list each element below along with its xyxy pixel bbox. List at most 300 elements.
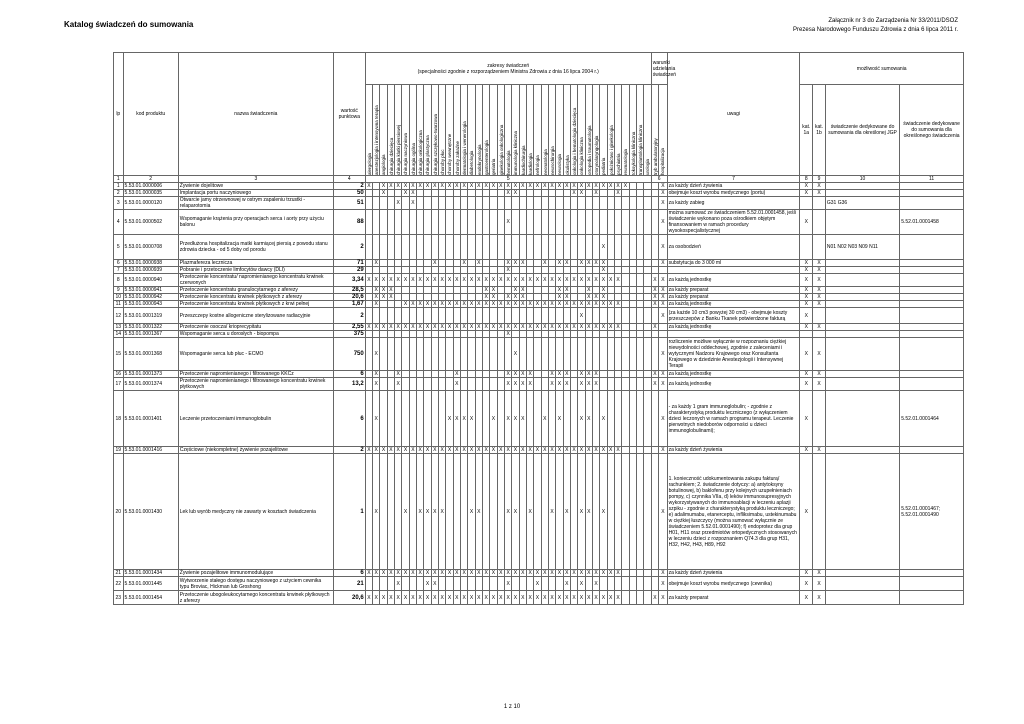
specialty-cell [395, 294, 402, 301]
specialty-cell [417, 378, 424, 391]
specialty-header [490, 85, 497, 176]
specialty-cell [468, 331, 475, 338]
kat1b-cell: X [813, 301, 826, 308]
row-lp: 8 [114, 274, 124, 287]
point-value: 750 [333, 338, 365, 371]
specialty-cell [402, 287, 409, 294]
point-value: 3,34 [333, 274, 365, 287]
column-number: 8 [800, 176, 813, 183]
specialty-cell: X [528, 447, 532, 453]
specialty-cell [534, 371, 541, 378]
specialty-cell: X [550, 371, 554, 377]
specialty-cell [519, 210, 526, 235]
specialty-cell [526, 308, 533, 324]
dedicated-service-cell [900, 371, 964, 378]
specialty-cell [644, 287, 652, 294]
specialty-cell [636, 308, 643, 324]
specialty-cell: X [565, 183, 569, 189]
table-row [114, 260, 964, 267]
specialty-cell [497, 378, 504, 391]
specialty-cell [380, 267, 387, 274]
specialty-cell [439, 294, 446, 301]
specialty-cell [600, 577, 607, 591]
specialty-cell [622, 235, 629, 260]
specialty-cell [563, 338, 570, 371]
specialty-cell [629, 391, 636, 447]
jgp-cell [825, 308, 899, 324]
specialty-cell: X [468, 591, 475, 605]
dedicated-service-cell [900, 183, 964, 190]
specialty-cell [468, 197, 475, 210]
specialty-cell [534, 210, 541, 235]
specialty-cell [490, 308, 497, 324]
specialty-cell [636, 454, 643, 570]
specialty-cell [629, 324, 636, 331]
row-lp: 1 [114, 183, 124, 190]
specialty-cell: X [572, 447, 576, 453]
specialty-cell [504, 338, 511, 371]
specialty-cell: X [411, 447, 415, 453]
specialty-cell [402, 331, 409, 338]
specialty-cell: X [417, 454, 424, 570]
specialty-cell: X [439, 274, 446, 287]
specialty-cell: X [389, 324, 393, 330]
specialty-cell: X [402, 454, 409, 570]
specialty-cell: X [550, 570, 554, 576]
specialty-cell [644, 324, 652, 331]
specialty-header [585, 85, 592, 176]
specialty-cell [644, 570, 652, 577]
specialty-cell [614, 454, 621, 570]
specialty-cell: X [491, 447, 496, 453]
row-lp: 3 [114, 197, 124, 210]
kat1a-cell: X [800, 447, 813, 454]
specialty-cell: X [469, 570, 474, 576]
specialty-cell: X [411, 190, 415, 196]
specialty-cell: X [541, 274, 548, 287]
specialty-cell: X [409, 591, 416, 605]
document-reference [793, 17, 958, 35]
kat1a-cell: X [800, 371, 813, 378]
specialty-cell [519, 454, 526, 570]
specialty-header [534, 85, 541, 176]
specialty-cell: X [513, 183, 518, 189]
specialty-cell: X [411, 183, 415, 189]
jgp-cell [825, 301, 899, 308]
specialty-cell: X [453, 391, 460, 447]
specialty-cell: X [374, 287, 378, 293]
column-number: 2 [123, 176, 178, 183]
jgp-cell [825, 267, 899, 274]
specialty-cell [439, 577, 446, 591]
ambulatory-cell: X [651, 274, 658, 287]
specialty-cell [482, 577, 489, 591]
specialty-cell [644, 210, 652, 235]
specialty-cell [461, 577, 468, 591]
specialty-cell [644, 197, 652, 210]
specialty-cell: X [455, 570, 459, 576]
specialty-label: endokrynologia [476, 144, 482, 175]
specialty-cell: X [578, 591, 585, 605]
remarks: (za każde 10 cm3 powyżej 30 cm3) - obejmuje koszty przeszczepów z Banku Tkanek potwierdzone fakturą [667, 308, 800, 324]
specialty-cell: X [550, 324, 554, 330]
kat1b-cell: X [813, 570, 826, 577]
specialty-cell [519, 577, 526, 591]
table-row [114, 454, 964, 570]
specialty-cell [519, 338, 526, 371]
specialty-cell [365, 577, 372, 591]
ambulatory-cell [651, 183, 658, 190]
service-name: Przetoczenie napromienianego i filtrowanego koncentratu krwinek płytkowych [178, 378, 333, 391]
point-value: 375 [333, 331, 365, 338]
specialty-cell [556, 267, 563, 274]
jgp-cell [825, 371, 899, 378]
specialty-cell [475, 210, 482, 235]
specialty-cell: X [425, 570, 430, 576]
specialty-cell [512, 267, 519, 274]
specialty-cell [570, 235, 577, 260]
ambulatory-cell: X [651, 294, 658, 301]
specialty-cell [453, 454, 460, 570]
specialty-cell [453, 577, 460, 591]
warunki-label: tryb ambulatoryjny [652, 138, 658, 175]
remarks: substytucja do 3 000 ml [667, 260, 800, 267]
specialty-cell [482, 235, 489, 260]
specialty-cell: X [550, 301, 554, 307]
ambulatory-cell [651, 447, 658, 454]
specialty-cell [534, 260, 541, 267]
specialty-cell [644, 301, 652, 308]
product-code: 5.53.01.0000942 [123, 294, 178, 301]
specialty-cell: X [403, 301, 408, 307]
table-row [114, 301, 964, 308]
specialty-cell [556, 454, 563, 570]
ambulatory-cell [651, 391, 658, 447]
specialty-cell [439, 308, 446, 324]
product-code: 5.53.01.0001401 [123, 391, 178, 447]
specialty-cell [607, 371, 614, 378]
specialty-cell [629, 287, 636, 294]
specialty-cell [563, 197, 570, 210]
specialty-cell: X [607, 274, 614, 287]
specialty-cell: X [557, 287, 562, 293]
specialty-cell [417, 294, 424, 301]
service-name: Przetoczenie osocza/ krioprecypitatu [178, 324, 333, 331]
specialty-header [541, 85, 548, 176]
specialty-cell [600, 190, 607, 197]
remarks: za każdą jednostkę [667, 378, 800, 391]
specialty-cell [585, 308, 592, 324]
ambulatory-cell: X [651, 378, 658, 391]
specialty-cell: X [594, 294, 598, 300]
specialty-cell [490, 371, 497, 378]
specialty-cell [482, 454, 489, 570]
specialty-cell [461, 331, 468, 338]
specialty-cell [490, 190, 497, 197]
specialty-cell [446, 308, 453, 324]
specialty-header [431, 85, 438, 176]
specialty-cell [629, 260, 636, 267]
kat1b-cell [813, 197, 826, 210]
specialty-cell: X [374, 324, 378, 330]
specialty-cell: X [521, 183, 525, 189]
remarks: za każdą jednostkę [667, 274, 800, 287]
specialty-cell [402, 391, 409, 447]
product-code: 5.53.01.0001368 [123, 338, 178, 371]
specialty-cell [534, 391, 541, 447]
kat1b-cell: X [813, 287, 826, 294]
specialty-cell: X [387, 591, 394, 605]
specialty-cell: X [535, 183, 540, 189]
specialty-cell [548, 260, 555, 267]
specialty-cell: X [506, 301, 510, 307]
specialty-cell [644, 338, 652, 371]
specialty-cell: X [373, 274, 380, 287]
specialty-cell [490, 338, 497, 371]
specialty-cell: X [521, 260, 525, 266]
remarks: za każdy zabieg [667, 197, 800, 210]
kat1a-cell: X [800, 210, 813, 235]
specialty-cell: X [462, 301, 466, 307]
specialty-cell: X [601, 267, 606, 273]
header-lp: lp [114, 53, 124, 176]
hospital-cell: X [659, 447, 667, 454]
kat1b-cell [813, 391, 826, 447]
product-code: 5.53.01.0000006 [123, 183, 178, 190]
specialty-cell [409, 378, 416, 391]
specialty-cell [592, 308, 599, 324]
specialty-label: gastroenterologia [483, 140, 489, 175]
specialty-cell [629, 301, 636, 308]
ambulatory-cell [651, 210, 658, 235]
specialty-cell [439, 371, 446, 378]
specialty-cell [636, 570, 643, 577]
ambulatory-cell: X [651, 287, 658, 294]
specialty-cell [636, 324, 643, 331]
specialty-cell [636, 371, 643, 378]
specialty-cell: X [578, 378, 585, 391]
specialty-cell [629, 308, 636, 324]
specialty-cell [468, 287, 475, 294]
specialty-cell: X [447, 301, 452, 307]
specialty-cell [475, 308, 482, 324]
specialty-cell: X [526, 378, 533, 391]
specialty-cell [490, 197, 497, 210]
specialty-cell [402, 338, 409, 371]
specialty-cell [387, 197, 394, 210]
service-name: Przetoczenie ubogoleukocytarnego koncentratu krwinek płytkowych z aferezy [178, 591, 333, 605]
specialty-cell [490, 235, 497, 260]
specialty-cell [592, 338, 599, 371]
specialty-cell: X [578, 391, 585, 447]
specialty-cell [534, 454, 541, 570]
specialty-cell: X [431, 454, 438, 570]
specialty-cell [424, 210, 431, 235]
specialty-cell [644, 391, 652, 447]
specialty-cell [622, 294, 629, 301]
specialty-cell: X [526, 591, 533, 605]
specialty-cell: X [462, 447, 466, 453]
specialty-cell: X [543, 324, 547, 330]
specialty-cell [380, 331, 387, 338]
specialty-cell [607, 338, 614, 371]
specialty-cell [570, 331, 577, 338]
specialty-cell [570, 577, 577, 591]
specialty-cell: X [396, 570, 400, 576]
specialty-cell [541, 210, 548, 235]
specialty-cell [570, 371, 577, 378]
specialty-cell: X [468, 274, 475, 287]
specialty-cell [629, 591, 636, 605]
specialty-cell: X [534, 591, 541, 605]
specialty-label: ortopedia i traumatologia [586, 125, 592, 175]
specialty-cell [644, 577, 652, 591]
specialty-label: reumatologia [623, 148, 629, 175]
kat1a-cell: X [800, 454, 813, 570]
specialty-cell: X [433, 183, 437, 189]
specialty-cell [622, 338, 629, 371]
specialty-cell [468, 210, 475, 235]
specialty-cell: X [594, 447, 598, 453]
specialty-cell [482, 210, 489, 235]
specialty-cell [570, 308, 577, 324]
point-value: 6 [333, 391, 365, 447]
row-lp: 14 [115, 331, 122, 337]
specialty-cell [387, 301, 394, 308]
point-value: 2 [333, 183, 365, 190]
jgp-cell [825, 591, 899, 605]
specialty-cell [526, 577, 533, 591]
specialty-cell: X [521, 324, 525, 330]
specialty-cell [387, 308, 394, 324]
specialty-cell: X [447, 183, 452, 189]
specialty-cell [614, 235, 621, 260]
specialty-cell [365, 338, 372, 371]
specialty-cell [622, 210, 629, 235]
kat1b-cell: X [813, 324, 826, 331]
ambulatory-cell [651, 577, 658, 591]
specialty-cell [424, 287, 431, 294]
specialty-cell [622, 190, 629, 197]
specialty-cell [409, 391, 416, 447]
ambulatory-cell [651, 338, 658, 371]
row-lp: 9 [114, 287, 124, 294]
dedicated-service-cell [900, 570, 964, 577]
specialty-header [629, 85, 636, 176]
kat1a-cell [800, 197, 813, 210]
specialty-cell: X [534, 274, 541, 287]
specialty-cell: X [504, 274, 511, 287]
specialty-cell: X [600, 274, 607, 287]
specialty-cell [424, 260, 431, 267]
specialty-cell: X [418, 447, 422, 453]
specialty-label: geriatria [491, 158, 497, 175]
specialty-cell [526, 338, 533, 371]
specialty-cell [556, 210, 563, 235]
kat1b-cell: X [813, 274, 826, 287]
specialty-cell: X [579, 183, 584, 189]
specialty-cell: X [513, 324, 518, 330]
specialty-cell [636, 391, 643, 447]
specialty-cell: X [519, 378, 526, 391]
specialty-cell [497, 338, 504, 371]
specialty-cell: X [373, 338, 380, 371]
specialty-header [446, 85, 453, 176]
specialty-cell [541, 378, 548, 391]
specialty-cell: X [594, 324, 598, 330]
kat1b-cell [813, 331, 826, 338]
specialty-cell: X [461, 591, 468, 605]
specialty-cell [446, 190, 453, 197]
specialty-cell: X [587, 294, 591, 300]
kat1b-cell: X [813, 183, 826, 190]
specialty-cell: X [565, 324, 569, 330]
product-code: 5.53.01.0000708 [123, 235, 178, 260]
specialty-cell [409, 267, 416, 274]
specialty-cell: X [499, 301, 503, 307]
point-value: 1 [333, 454, 365, 570]
specialty-cell [578, 267, 585, 274]
specialty-cell [614, 287, 621, 294]
specialty-cell: X [440, 183, 444, 189]
specialty-cell [541, 294, 548, 301]
specialty-label: okulistyka [564, 155, 570, 175]
specialty-cell: X [557, 183, 562, 189]
specialty-cell [644, 274, 652, 287]
specialty-cell [563, 308, 570, 324]
product-code: 5.53.01.0001445 [123, 577, 178, 591]
specialty-cell: X [587, 324, 591, 330]
specialty-cell: X [477, 301, 481, 307]
row-lp: 4 [114, 210, 124, 235]
kat1a-cell: X [800, 308, 813, 324]
specialty-cell: X [513, 190, 518, 196]
specialty-cell: X [557, 294, 562, 300]
specialty-cell [607, 260, 614, 267]
hospital-cell: X [659, 287, 667, 294]
specialty-cell [402, 577, 409, 591]
specialty-cell: X [411, 301, 415, 307]
specialty-cell [417, 235, 424, 260]
specialty-cell [570, 210, 577, 235]
document-title: Katalog świadczeń do sumowania [64, 20, 194, 29]
specialty-cell [482, 308, 489, 324]
row-lp: 19 [115, 447, 122, 453]
specialty-cell [387, 577, 394, 591]
specialty-cell [585, 338, 592, 371]
ambulatory-cell: X [651, 371, 658, 378]
remarks [667, 331, 800, 338]
specialty-cell [644, 294, 652, 301]
ambulatory-cell [651, 260, 658, 267]
specialty-cell: X [614, 591, 621, 605]
specialty-cell: X [548, 454, 555, 570]
specialty-cell: X [484, 301, 488, 307]
specialty-cell: X [587, 570, 591, 576]
specialty-cell [512, 210, 519, 235]
specialty-cell [431, 294, 438, 301]
remarks: za każdy dzień żywienia [667, 447, 800, 454]
point-value: 20,6 [333, 591, 365, 605]
specialty-cell [395, 338, 402, 371]
specialty-label: diabetologia [469, 150, 475, 175]
specialty-header [519, 85, 526, 176]
service-name: Lek lub wyrób medyczny nie zawarty w kosztach świadczenia [178, 454, 333, 570]
jgp-cell [825, 324, 899, 331]
header-warunki: warunki udzielania świadczeń [651, 53, 667, 85]
column-number: 1 [114, 176, 124, 183]
hospital-cell: X [659, 274, 667, 287]
